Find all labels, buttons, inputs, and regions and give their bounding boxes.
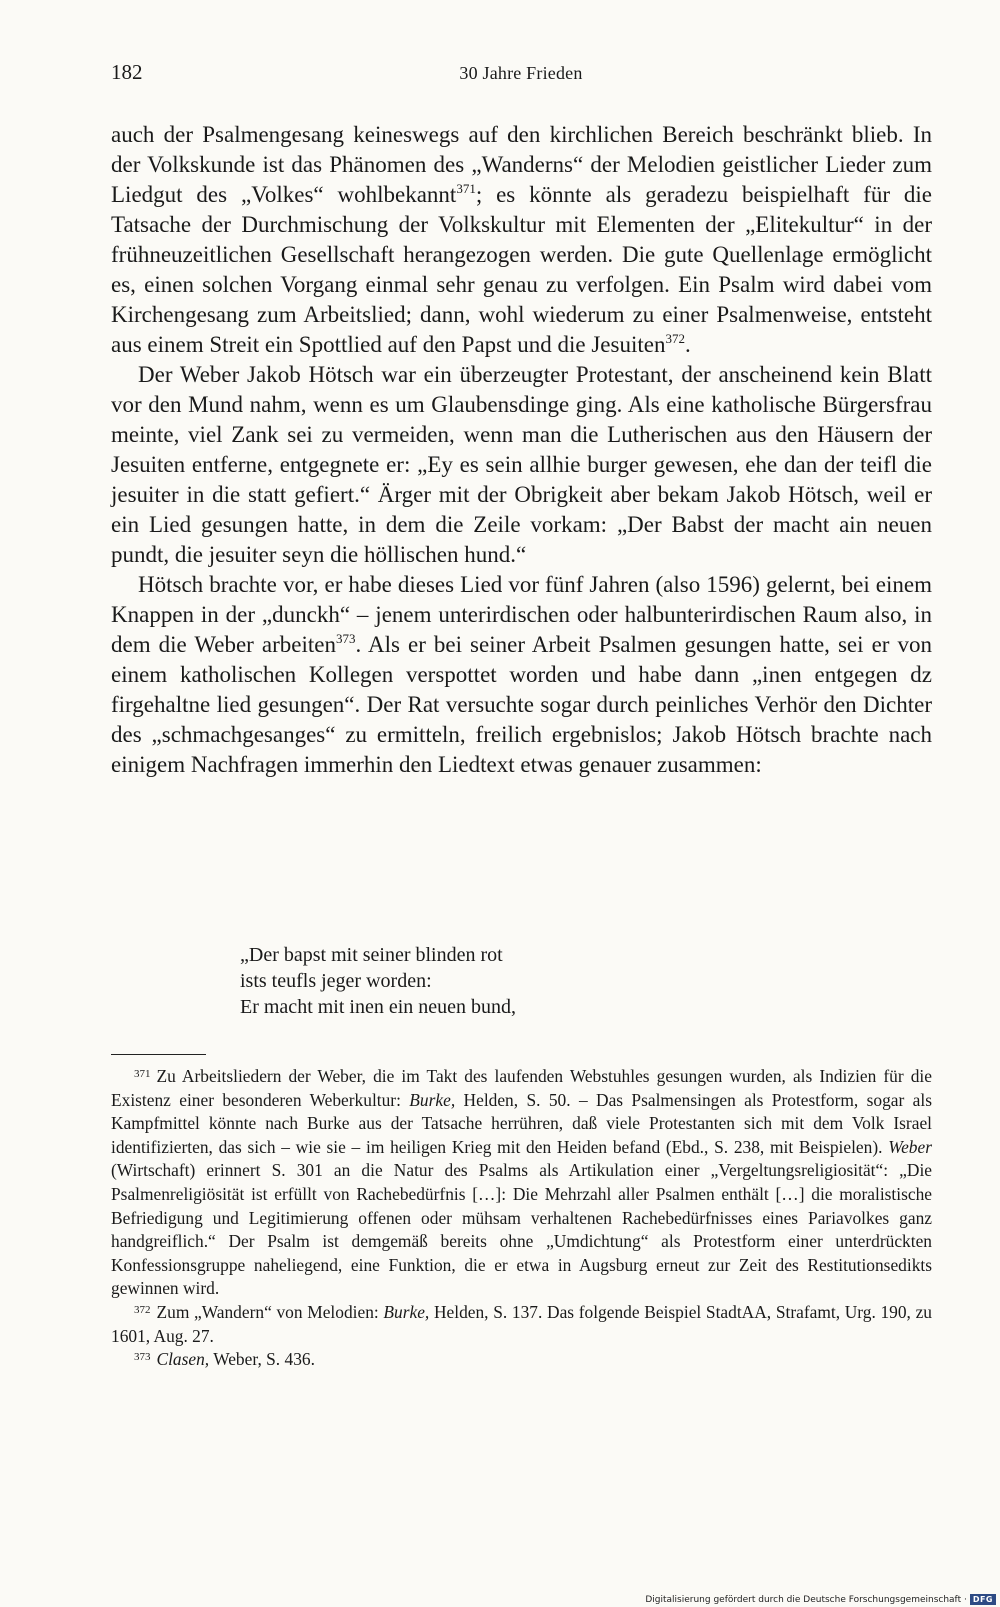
footnote-number: 373 — [134, 1351, 151, 1364]
footnote-ref-371: 371 — [456, 181, 476, 196]
text-run: . Als er bei seiner Arbeit Psalmen gesungen hatte, sei er von einem katholischen Kollegen verspottet worden und habe dann „inen entgegen dz firgehaltne lied gesungen“. Der Rat versuchte sogar durch peinliches Verhör den Dichter des „schmachgesanges“ zu ermitteln, freilich ergebnislos; Jakob Hötsch brachte nach einigem Nachfragen immerhin den Liedtext etwas genauer zusammen: — [111, 632, 932, 777]
text-run: Zu Arbeitsliedern der Weber, die im Takt des laufenden Webstuhles gesungen wurden, als Indizien für die Existenz einer besonderen Weberkultur: — [111, 1066, 932, 1110]
page-header — [111, 60, 931, 94]
quote-line: Er macht mit inen ein neuen bund, — [240, 996, 517, 1018]
text-run: Helden, S. 137. Das folgende Beispiel StadtAA, Strafamt, Urg. 190, zu 1601, Aug. 27. — [111, 1301, 932, 1346]
text-run: Helden, S. 50. – Das Psalmensingen als Protestform, sogar als Kampfmittel könnte nach Burke aus der Tatsache herrühren, daß viele Protestanten sich mit dem Volk Israel identifizierten, das sich – wie sie – im heiligen Krieg mit den Heiden befand (Ebd., S. 238, mit Beispielen). — [111, 1089, 932, 1157]
author-name: Weber — [888, 1136, 932, 1157]
text-run: auch der Psalmengesang keineswegs auf den kirchlichen Bereich beschränkt blieb. In der Volkskunde ist das Phänomen des „Wanderns“ der Melodien geistlicher Lieder zum Liedgut des „Volkes“ wohlbekannt — [111, 122, 932, 207]
author-name: Clasen, — [156, 1349, 210, 1370]
footnote-divider — [111, 1054, 206, 1055]
footnote-373 — [111, 1348, 932, 1372]
quote-line: „Der bapst mit seiner blinden rot — [240, 944, 503, 966]
text-run: ; es könnte als geradezu beispielhaft für die Tatsache der Durchmischung der Volkskultur mit Elementen der „Elitekultur“ in der frühneuzeitlichen Gesellschaft herangezogen werden. Die gute Quellenlage ermöglicht es, einen solchen Vorgang einmal sehr genau zu verfolgen. Ein Psalm wird dabei vom Kirchengesang zum Arbeitslied; dann, wohl wiederum zu einer Psalmenweise, entsteht aus einem Streit ein Spottlied auf den Papst und die Jesuiten — [111, 182, 932, 357]
footnote-number: 371 — [134, 1068, 151, 1080]
footnote-371 — [111, 1065, 932, 1301]
footnote-ref-373: 373 — [335, 631, 356, 646]
page-number: 182 — [111, 60, 143, 84]
text-run: (Wirtschaft) erinnert S. 301 an die Natur des Psalms als Artikulation einer „Vergeltungsreligiosität“: „Die Psalmenreligiösität ist erfüllt von Rachebedürfnis […]: Die Mehrzahl aller Psalmen enthält […] die moralistische Befriedigung und Legitimierung offenen oder mühsam verhaltenen Rachebedürfnisses eines Pariavolkes ganz handgreiflich.“ Der Psalm ist demgemäß bereits ohne „Umdichtung“ als Protestform einer unterdrückten Konfessionsgruppe naheliegend, eine Funktion, die er etwa in Augsburg erneut zur Zeit des Restitutionsedikts gewinnen wird. — [111, 1160, 932, 1299]
song-quote — [240, 942, 800, 1020]
dfg-logo: DFG — [970, 1594, 996, 1605]
text-run: Zum „Wandern“ von Melodien: — [156, 1301, 384, 1322]
digitization-credit — [645, 1594, 996, 1605]
author-name: Burke, — [409, 1089, 456, 1110]
paragraph-1 — [111, 120, 932, 360]
paragraph-2: Der Weber Jakob Hötsch war ein überzeugter Protestant, der anscheinend kein Blatt vor den Mund nahm, wenn es um Glaubensdinge ging. Als eine katholische Bürgersfrau meinte, viel Zank sei zu vermeiden, wenn man die Lutherischen aus den Häusern der Jesuiten entferne, entgegnete er: „Ey es sein allhie burger gewesen, ehe dan der teifl die jesuiter in die statt gefiert.“ Ärger mit der Obrigkeit aber bekam Jakob Hötsch, weil er ein Lied gesungen hatte, in dem die Zeile vorkam: „Der Babst der macht ain neuen pundt, die jesuiter seyn die höllischen hund.“ — [111, 362, 932, 567]
text-run: Hötsch brachte vor, er habe dieses Lied vor fünf Jahren (also 1596) gelernt, bei einem Knappen in der „dunckh“ – jenem unterirdischen oder halbunterirdischen Raum also, in dem die Weber arbeiten — [111, 572, 932, 657]
footnotes — [111, 1065, 932, 1372]
running-head: 30 Jahre Frieden — [459, 63, 583, 83]
credit-text: Digitalisierung gefördert durch die Deutsche Forschungsgemeinschaft · — [645, 1594, 967, 1605]
paragraph-3 — [111, 570, 932, 780]
quote-line: ists teufls jeger worden: — [240, 970, 432, 992]
footnote-372 — [111, 1301, 932, 1348]
author-name: Burke, — [383, 1301, 430, 1322]
footnote-ref-372: 372 — [665, 331, 685, 346]
text-run: . — [684, 332, 691, 357]
main-text — [111, 120, 932, 780]
text-run: Weber, S. 436. — [209, 1349, 315, 1370]
footnote-number: 372 — [134, 1303, 151, 1316]
